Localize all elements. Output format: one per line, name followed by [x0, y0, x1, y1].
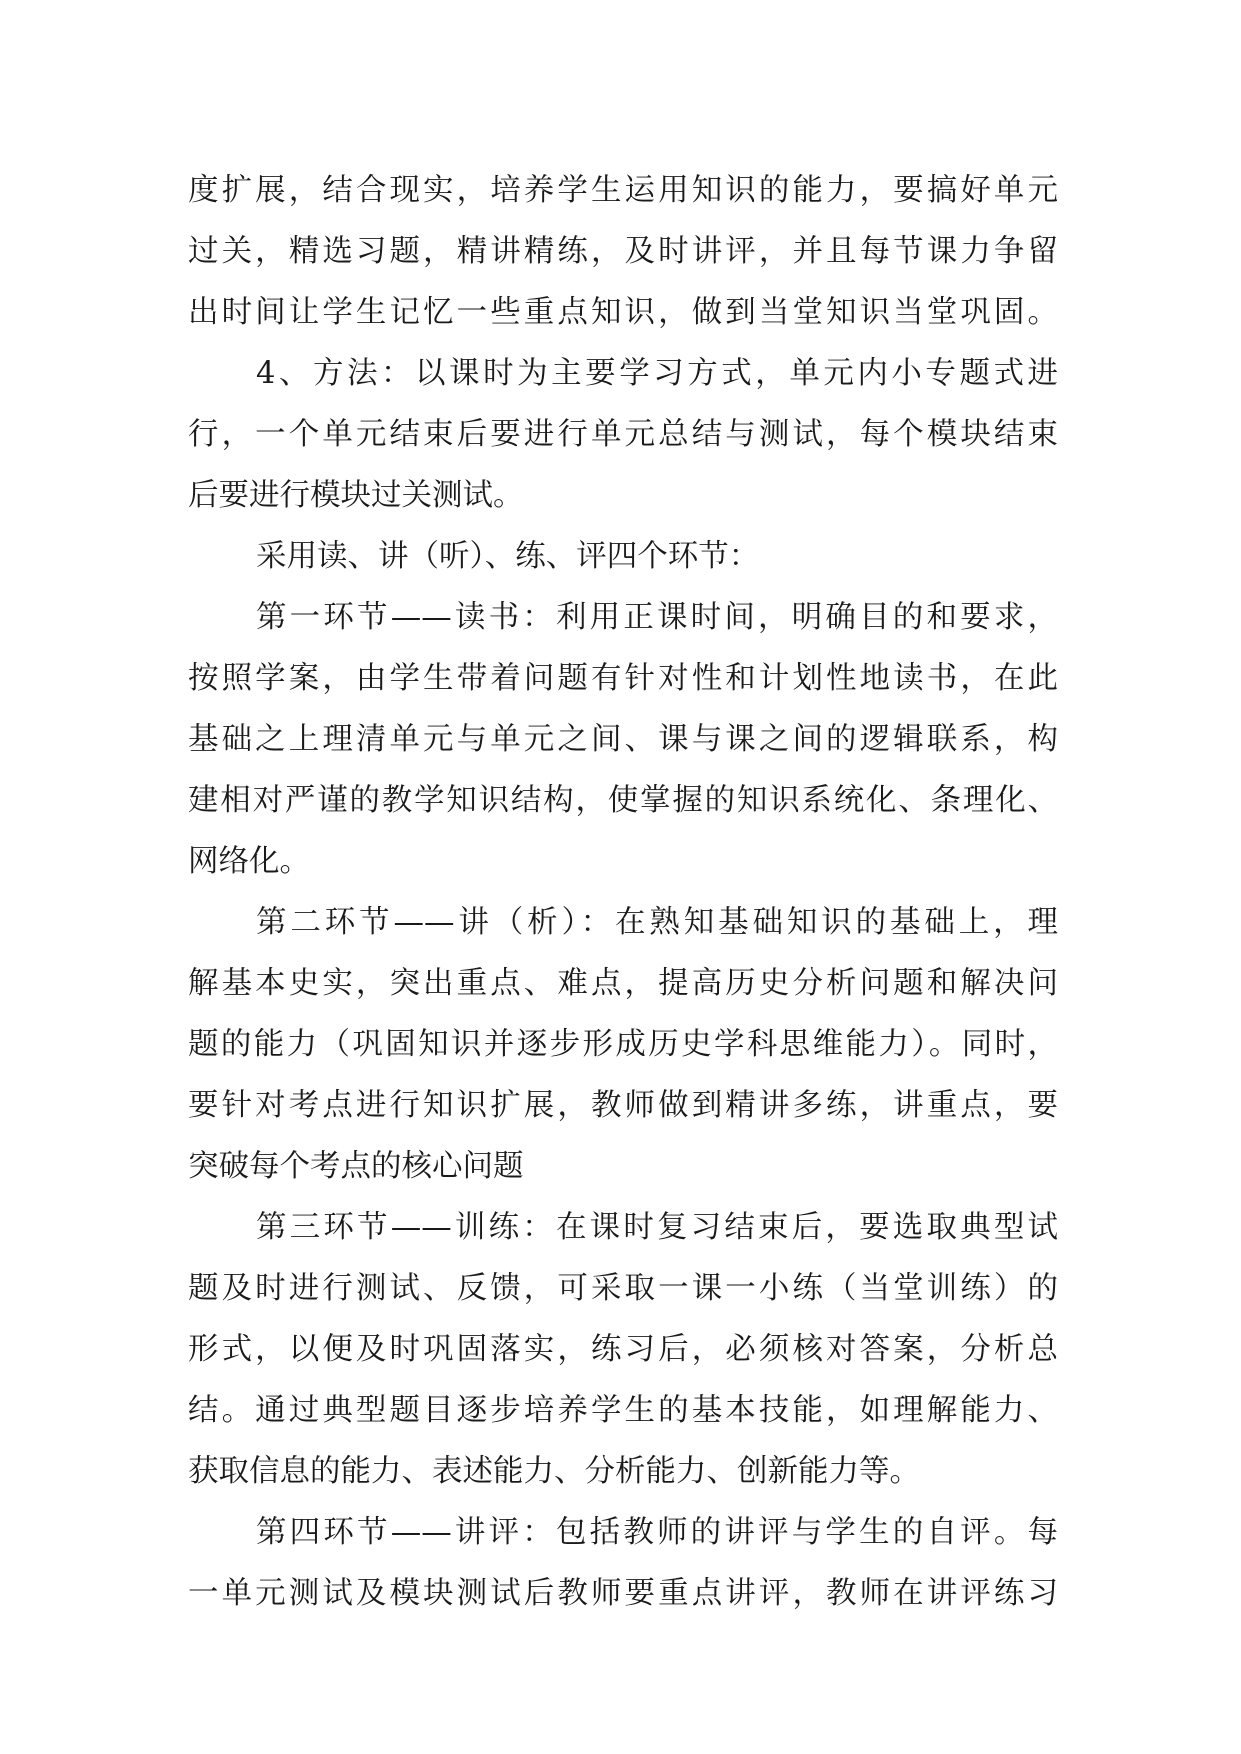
text-line: 4、方法：以课时为主要学习方式，单元内小专题式进	[256, 356, 1058, 391]
text-line: 形式，以便及时巩固落实，练习后，必须核对答案，分析总	[188, 1332, 1058, 1367]
text-line: 基础之上理清单元与单元之间、课与课之间的逻辑联系，构	[188, 722, 1058, 757]
text-line: 后要进行模块过关测试。	[188, 478, 524, 513]
text-line: 一单元测试及模块测试后教师要重点讲评，教师在讲评练习	[188, 1576, 1058, 1611]
text-line: 过关，精选习题，精讲精练，及时讲评，并且每节课力争留	[188, 234, 1058, 269]
text-line: 题及时进行测试、反馈，可采取一课一小练（当堂训练）的	[188, 1271, 1058, 1306]
text-line: 出时间让学生记忆一些重点知识，做到当堂知识当堂巩固。	[188, 295, 1058, 330]
text-line: 网络化。	[188, 844, 310, 879]
text-line: 第一环节——读书：利用正课时间，明确目的和要求，	[256, 600, 1058, 635]
text-line: 采用读、讲（听）、练、评四个环节：	[256, 539, 760, 574]
text-line: 度扩展，结合现实，培养学生运用知识的能力，要搞好单元	[188, 173, 1058, 208]
text-line: 突破每个考点的核心问题	[188, 1149, 524, 1184]
text-line: 第二环节——讲（析）：在熟知基础知识的基础上，理	[256, 905, 1058, 940]
text-line: 按照学案，由学生带着问题有针对性和计划性地读书，在此	[188, 661, 1058, 696]
document-body	[188, 160, 1058, 1624]
text-line: 题的能力（巩固知识并逐步形成历史学科思维能力）。同时，	[188, 1027, 1058, 1062]
text-line: 要针对考点进行知识扩展，教师做到精讲多练，讲重点，要	[188, 1088, 1058, 1123]
text-line: 获取信息的能力、表述能力、分析能力、创新能力等。	[188, 1454, 920, 1489]
text-line: 行，一个单元结束后要进行单元总结与测试，每个模块结束	[188, 417, 1058, 452]
text-line: 第四环节——讲评：包括教师的讲评与学生的自评。每	[256, 1515, 1058, 1550]
text-line: 结。通过典型题目逐步培养学生的基本技能，如理解能力、	[188, 1393, 1058, 1428]
text-line: 解基本史实，突出重点、难点，提高历史分析问题和解决问	[188, 966, 1058, 1001]
text-line: 建相对严谨的教学知识结构，使掌握的知识系统化、条理化、	[188, 783, 1058, 818]
text-line: 第三环节——训练：在课时复习结束后，要选取典型试	[256, 1210, 1058, 1245]
